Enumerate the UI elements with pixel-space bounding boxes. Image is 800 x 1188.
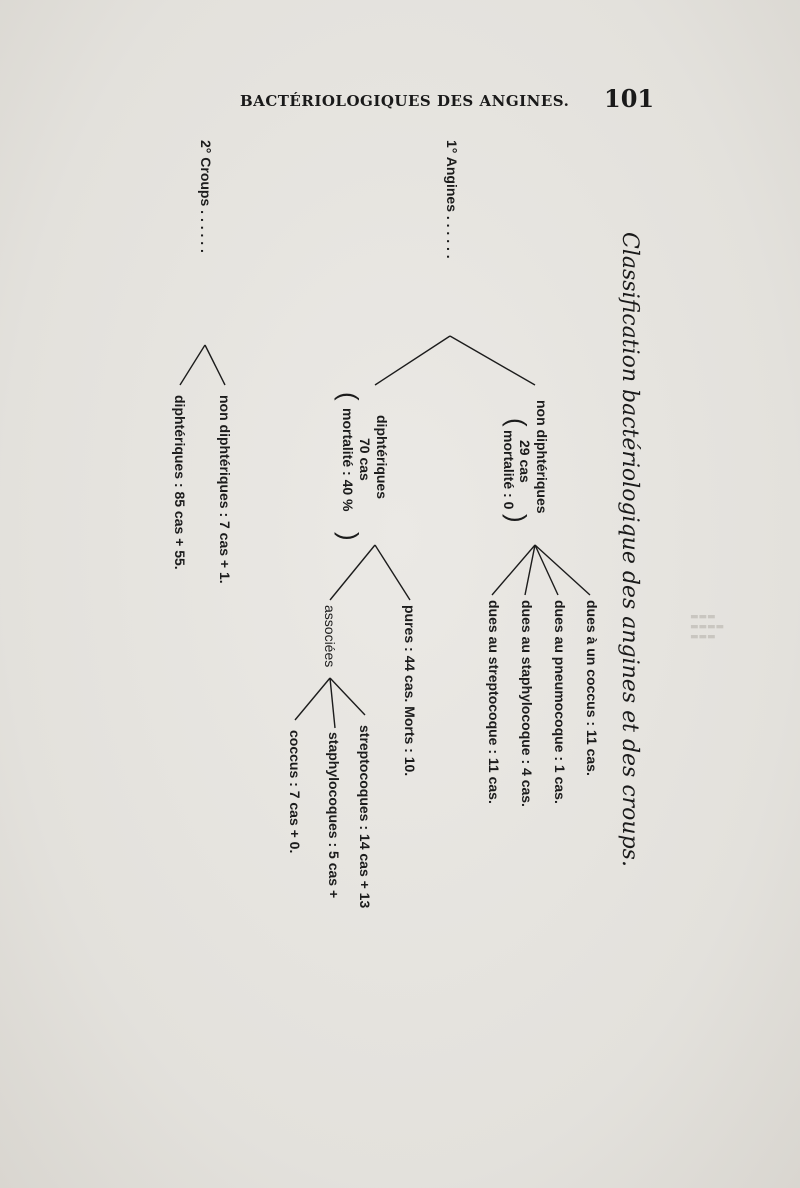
- non-diphteriques-line3: mortalité : 0: [501, 430, 517, 510]
- paren-close: ): [334, 532, 364, 541]
- running-title: BACTÉRIOLOGIQUES DES ANGINES.: [240, 92, 570, 110]
- assoc-branch-streptocoques: streptocoques : 14 cas + 13: [357, 725, 373, 909]
- classification-diagram: [140, 140, 660, 1160]
- diph-pures: pures : 44 cas. Morts : 10.: [402, 605, 418, 777]
- diphteriques-line1: diphtériques: [374, 415, 390, 500]
- diphteriques-line3: mortalité : 40 %: [340, 408, 356, 512]
- paren-open: (: [334, 392, 364, 401]
- non-diph-branch-streptocoque: dues au streptocoque : 11 cas.: [486, 600, 502, 804]
- croups-label: 2° Croups . . . . . .: [198, 140, 214, 253]
- page-number: 101: [604, 84, 655, 113]
- diagram-title: Classification bactériologique des angines et des croups.: [617, 232, 642, 867]
- angines-label: 1° Angines . . . . . .: [444, 140, 460, 259]
- croups-branch-diphteriques: diphtériques : 85 cas + 55.: [172, 395, 188, 570]
- diphteriques-line2: 70 cas: [357, 438, 373, 481]
- paren-open: (: [502, 418, 532, 427]
- bleed-through-mark: ▬▬▬ ▬▬▬▬ ▬▬▬: [690, 612, 725, 642]
- paren-close: ): [502, 514, 532, 523]
- non-diph-branch-coccus: dues à un coccus : 11 cas.: [584, 600, 600, 776]
- non-diph-branch-staphylocoque: dues au staphylocoque : 4 cas.: [519, 600, 535, 807]
- croups-branch-non-diphteriques: non diphtériques : 7 cas + 1.: [217, 395, 233, 584]
- non-diphteriques-line1: non diphtériques: [534, 400, 550, 514]
- running-head: [0, 84, 800, 124]
- diph-associees-label: associées: [322, 605, 338, 668]
- non-diph-branch-pneumocoque: dues au pneumocoque : 1 cas.: [552, 600, 568, 804]
- assoc-branch-staphylocoques: staphylocoques : 5 cas +: [326, 732, 342, 899]
- tree-connector-lines: [140, 160, 660, 1160]
- assoc-branch-coccus: coccus : 7 cas + 0.: [287, 730, 303, 854]
- non-diphteriques-line2: 29 cas: [517, 440, 533, 483]
